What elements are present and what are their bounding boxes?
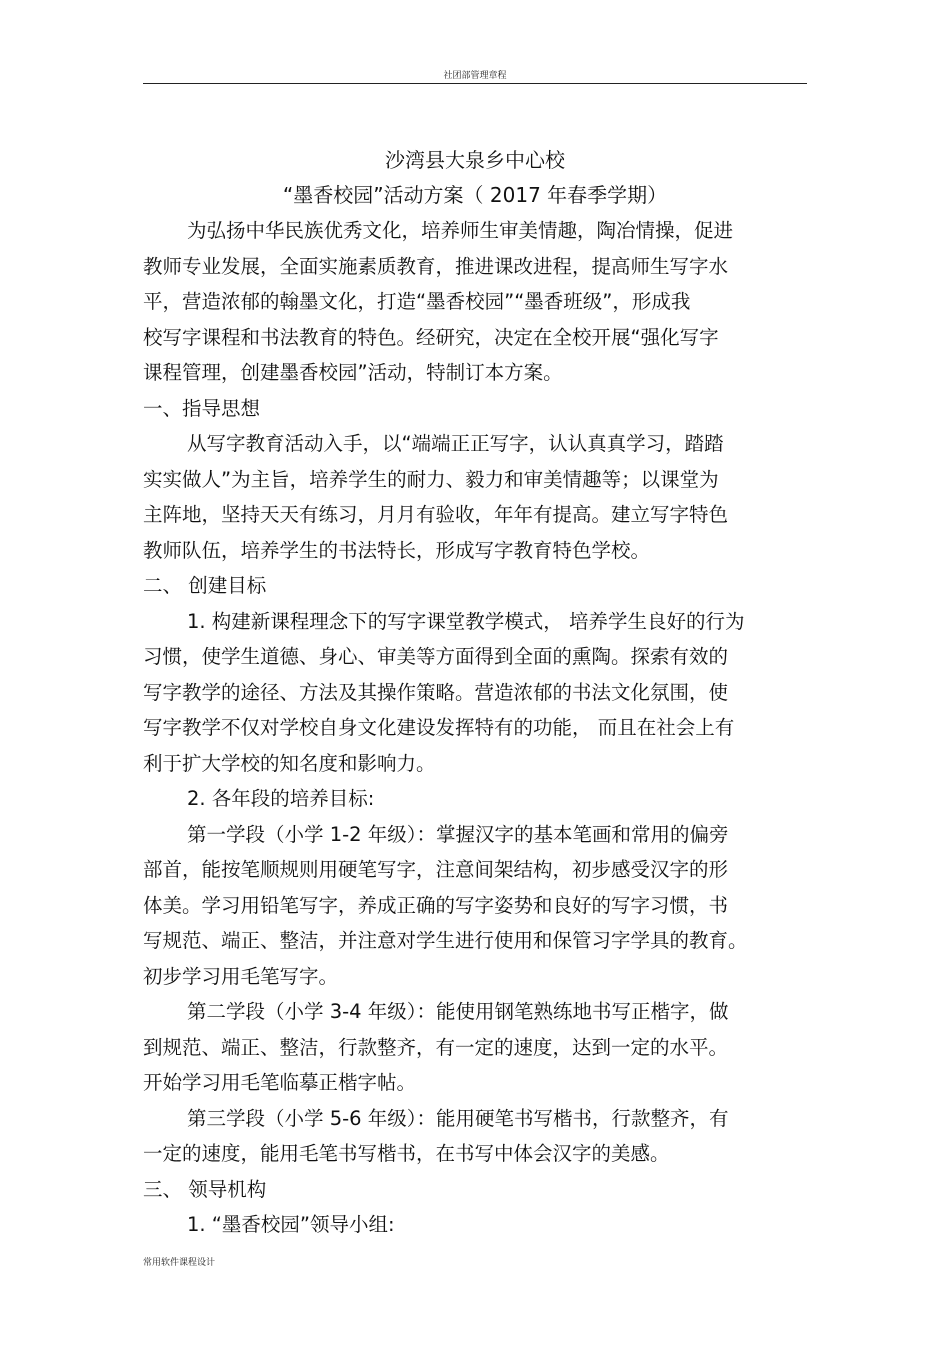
header-text: 社团部管理章程 — [443, 71, 507, 81]
leadership-item: 1. “墨香校园”领导小组: — [187, 1213, 395, 1236]
stage2-line: 第二学段（小学 3-4 年级）：能使用钢笔熟练地书写正楷字，做 — [187, 1000, 729, 1023]
goal-subheading: 2. 各年段的培养目标: — [187, 787, 375, 810]
goal-line: 利于扩大学校的知名度和影响力。 — [143, 752, 436, 775]
goal-line: 写字教学不仅对学校自身文化建设发挥特有的功能， 而且在社会上有 — [143, 716, 735, 739]
goal-line: 写字教学的途径、方法及其操作策略。营造浓郁的书法文化氛围，使 — [143, 681, 729, 704]
stage2-line: 到规范、端正、整洁，行款整齐，有一定的速度，达到一定的水平。 — [143, 1036, 729, 1059]
intro-line: 校写字课程和书法教育的特色。经研究，决定在全校开展“强化写字 — [143, 326, 719, 349]
section-heading: 一、指导思想 — [143, 397, 261, 420]
footer-text: 常用软件课程设计 — [143, 1258, 216, 1268]
section1-line: 实实做人”为主旨，培养学生的耐力、毅力和审美情趣等；以课堂为 — [143, 468, 719, 491]
stage3-line: 第三学段（小学 5-6 年级）：能用硬笔书写楷书，行款整齐，有 — [187, 1107, 729, 1130]
stage1-line: 初步学习用毛笔写字。 — [143, 965, 339, 988]
section1-line: 教师队伍，培养学生的书法特长，形成写字教育特色学校。 — [143, 539, 651, 562]
goal-line: 习惯，使学生道德、身心、审美等方面得到全面的熏陶。探索有效的 — [143, 645, 729, 668]
stage1-line: 部首，能按笔顺规则用硬笔写字，注意间架结构，初步感受汉字的形 — [143, 858, 729, 881]
section1-line: 主阵地，坚持天天有练习，月月有验收，年年有提高。建立写字特色 — [143, 503, 729, 526]
stage1-line: 第一学段（小学 1-2 年级）：掌握汉字的基本笔画和常用的偏旁 — [187, 823, 729, 846]
section1-line: 从写字教育活动入手，以“端端正正写字，认认真真学习，踏踏 — [187, 432, 724, 455]
stage3-line: 一定的速度，能用毛笔书写楷书，在书写中体会汉字的美感。 — [143, 1142, 670, 1165]
document-subtitle: “墨香校园”活动方案（ 2017 年春季学期） — [282, 183, 668, 207]
intro-line: 为弘扬中华民族优秀文化，培养师生审美情趣，陶冶情操，促进 — [187, 219, 734, 242]
intro-line: 教师专业发展，全面实施素质教育，推进课改进程，提高师生写字水 — [143, 255, 729, 278]
document-title: 沙湾县大泉乡中心校 — [385, 148, 565, 172]
goal-line: 1. 构建新课程理念下的写字课堂教学模式， 培养学生良好的行为 — [187, 610, 745, 633]
stage1-line: 写规范、端正、整洁，并注意对学生进行使用和保管习字学具的教育。 — [143, 929, 748, 952]
stage2-line: 开始学习用毛笔临摹正楷字帖。 — [143, 1071, 417, 1094]
section-heading: 三、 领导机构 — [143, 1178, 267, 1201]
header-divider — [143, 83, 807, 84]
stage1-line: 体美。学习用铅笔写字，养成正确的写字姿势和良好的写字习惯，书 — [143, 894, 729, 917]
intro-line: 课程管理，创建墨香校园”活动，特制订本方案。 — [143, 361, 563, 384]
section-heading: 二、 创建目标 — [143, 574, 267, 597]
intro-line: 平，营造浓郁的翰墨文化，打造“墨香校园”“墨香班级”，形成我 — [143, 290, 691, 313]
